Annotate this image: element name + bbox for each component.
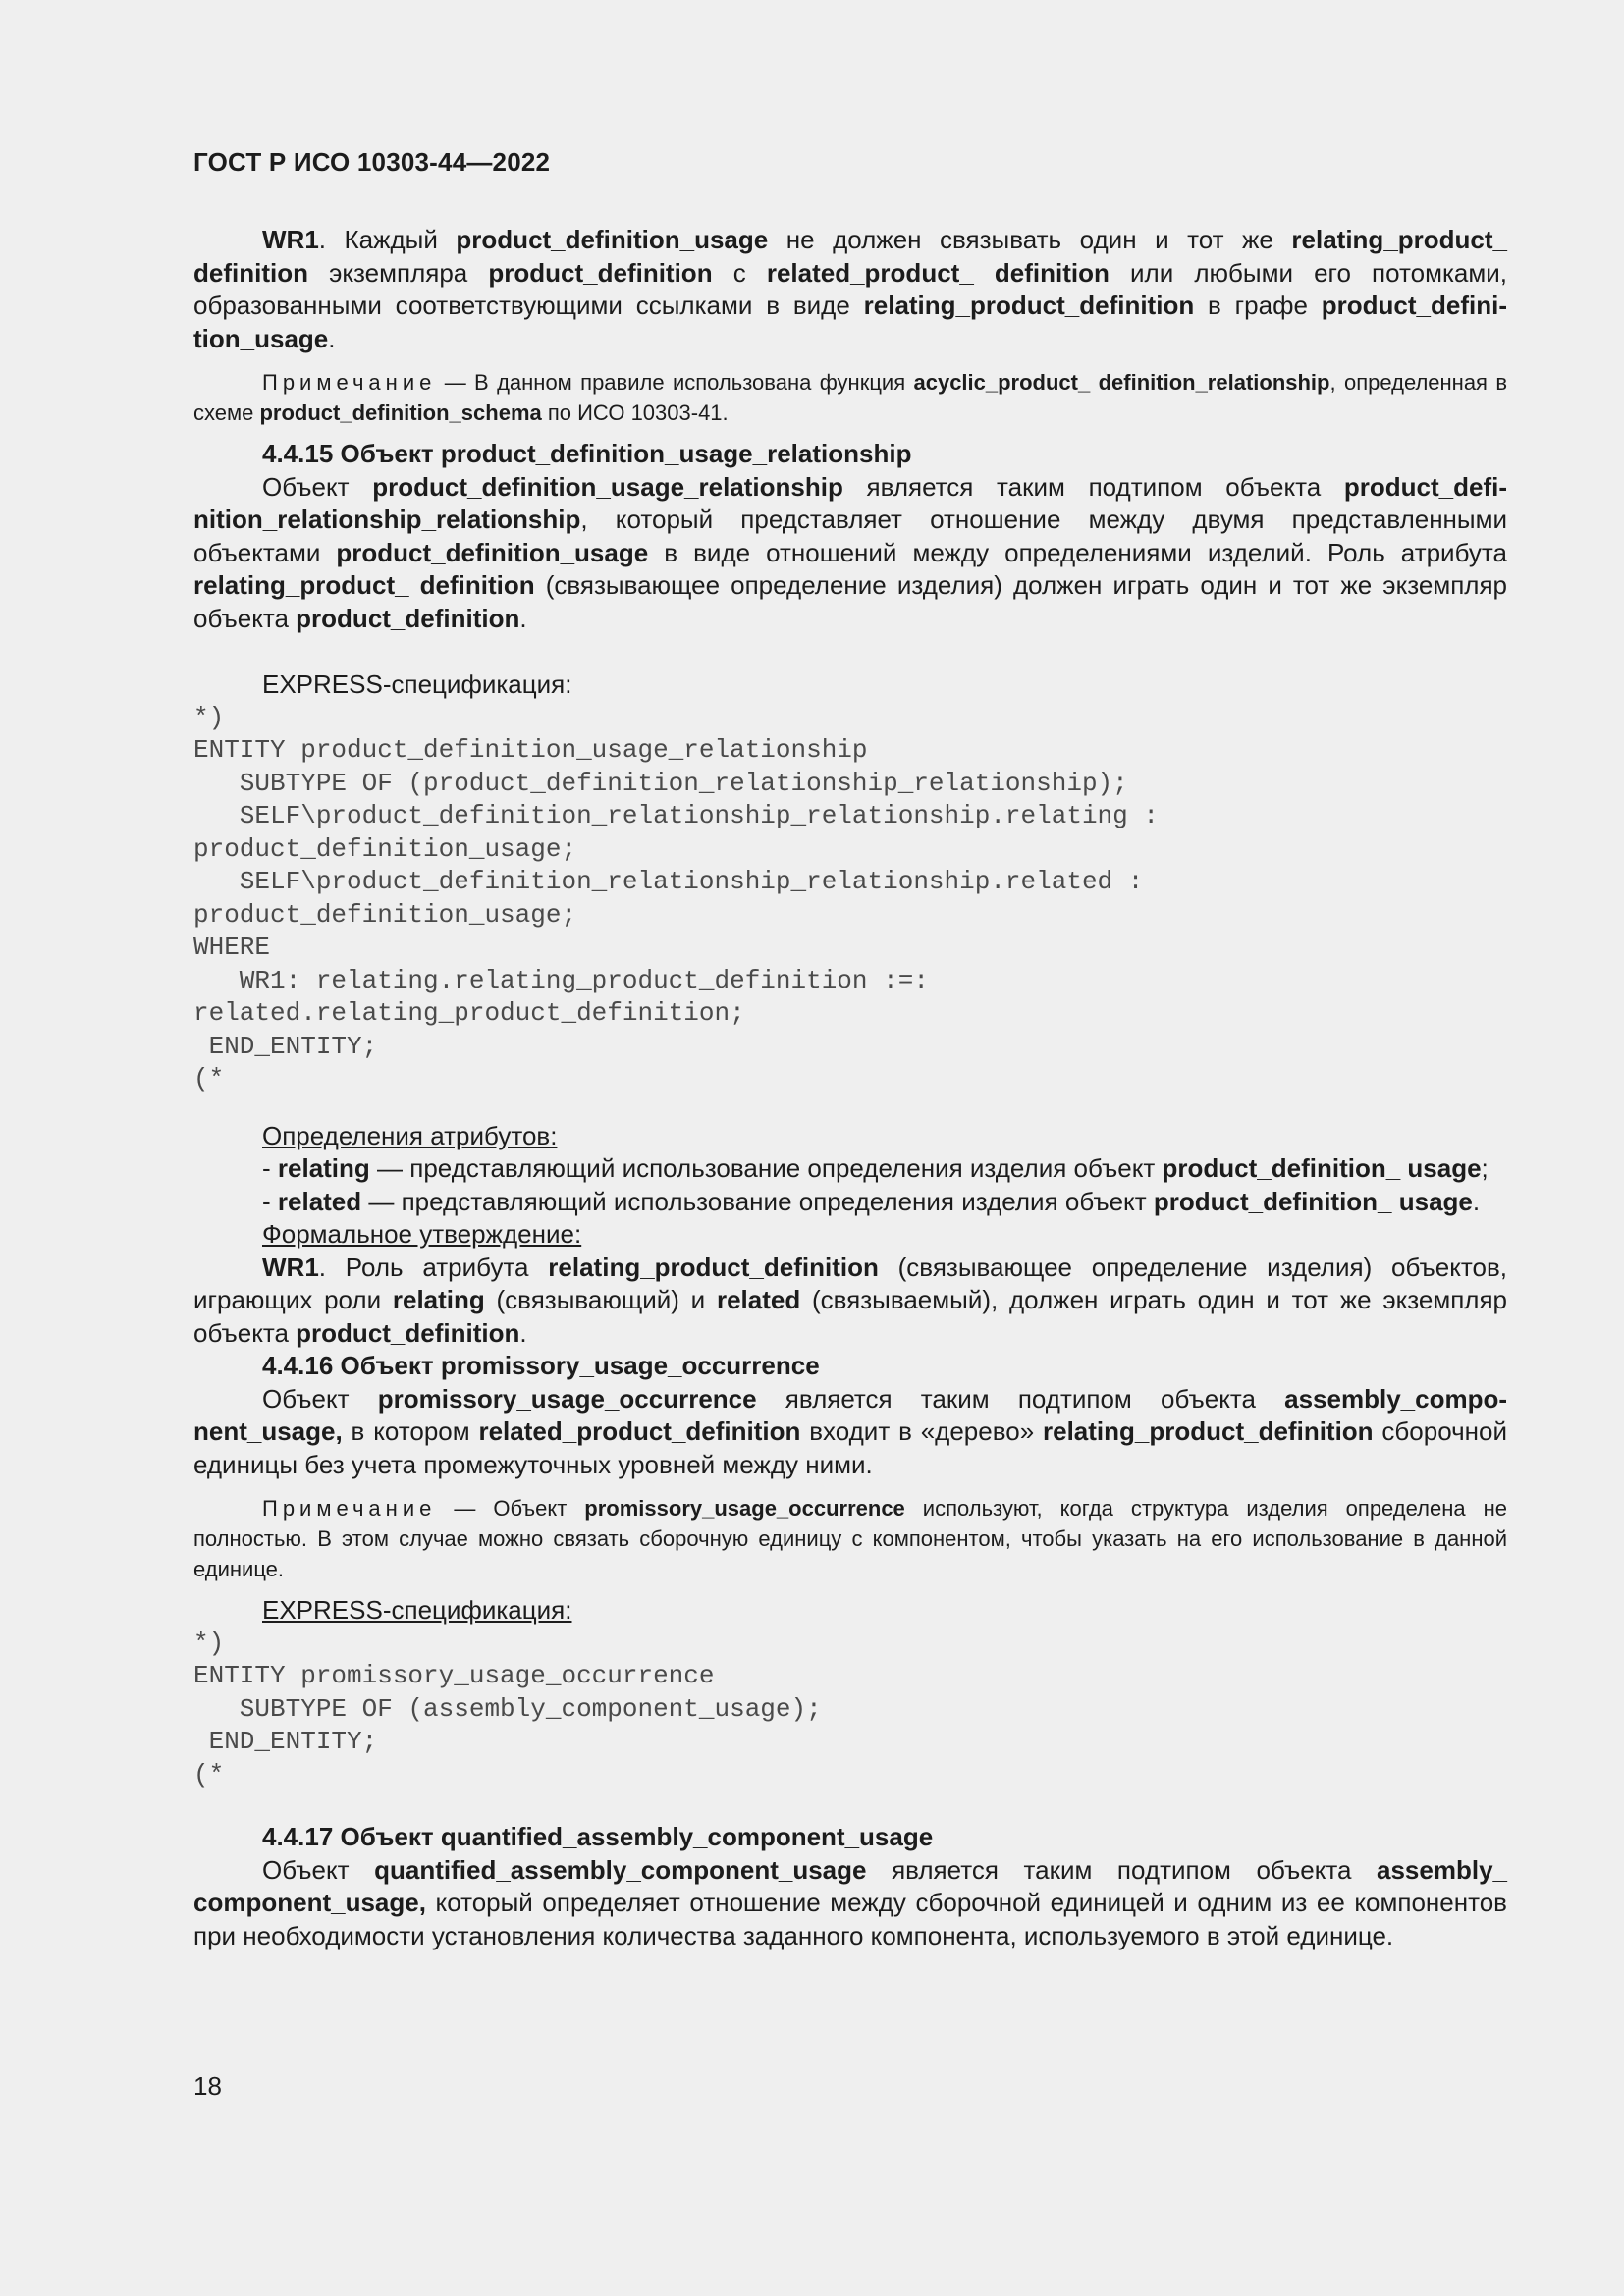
text: ; bbox=[1481, 1153, 1489, 1183]
text: который определяет отношение между сборочной единицей и одним из ее компонентов при необходимости установления количества заданного компонента, используемого в этой единице. bbox=[193, 1888, 1507, 1950]
entity-ref: assembly_ component_usage, bbox=[193, 1854, 1507, 1917]
attribute-ref: relating bbox=[392, 1285, 485, 1314]
express-code-block: *) ENTITY promissory_usage_occurrence SUBTYPE OF (assembly_component_usage); END_ENTITY; (* bbox=[193, 1628, 822, 1789]
note-label: Примечание bbox=[262, 1496, 437, 1521]
entity-ref: promissory_usage_occurrence bbox=[377, 1383, 757, 1414]
attribute-ref: related bbox=[716, 1285, 801, 1314]
text: или любыми его потомками, образованными соответствующими ссылками в виде bbox=[193, 257, 1507, 320]
entity-ref: product_definition_usage bbox=[456, 225, 769, 254]
note-paragraph bbox=[193, 367, 1507, 428]
text: — представляющий использование определения изделия объект bbox=[369, 1153, 1163, 1183]
dash: - bbox=[262, 1153, 278, 1183]
text: . Каждый bbox=[318, 225, 457, 254]
document-header: ГОСТ Р ИСО 10303-44—2022 bbox=[193, 147, 551, 177]
attribute-ref: relating_product_definition bbox=[548, 1252, 879, 1282]
text: . bbox=[519, 603, 527, 633]
text: Объект bbox=[262, 471, 373, 502]
text: Объект bbox=[262, 1854, 375, 1885]
text: . bbox=[328, 323, 336, 353]
dash: - bbox=[262, 1186, 278, 1216]
entity-ref: product_definition_usage bbox=[336, 537, 649, 567]
text: (связывающее определение изделия) должен играть один и тот же экземпляр объекта bbox=[193, 570, 1507, 633]
text: в виде отношений между определениями изделий. Роль атрибута bbox=[648, 537, 1507, 567]
wr1-rule-paragraph bbox=[193, 224, 1507, 355]
function-ref: acyclic_product_ definition_relationship bbox=[913, 370, 1330, 395]
text: входит в «дерево» bbox=[800, 1416, 1043, 1446]
section-heading-4-4-17: 4.4.17 Объект quantified_assembly_component_usage bbox=[262, 1822, 934, 1851]
entity-ref: product_definition_ usage bbox=[1153, 1186, 1473, 1216]
page-number: 18 bbox=[193, 2071, 222, 2101]
text: . bbox=[519, 1317, 527, 1348]
text: в котором bbox=[342, 1416, 479, 1446]
text: . bbox=[1472, 1186, 1481, 1216]
express-spec-label bbox=[193, 1594, 1507, 1628]
attribute-ref: relating_product_ definition bbox=[193, 570, 535, 600]
note-paragraph bbox=[193, 1493, 1507, 1584]
text: , который представляет отношение между двумя представленными объектами bbox=[193, 505, 1507, 567]
entity-ref: product_definition bbox=[296, 1317, 520, 1348]
text: (связывающий) и bbox=[484, 1285, 717, 1314]
entity-ref: promissory_usage_occurrence bbox=[584, 1496, 905, 1521]
entity-ref: product_definition_ usage bbox=[1162, 1153, 1482, 1183]
wr1-label: WR1 bbox=[262, 225, 319, 254]
express-spec-label: EXPRESS-спецификация: bbox=[262, 669, 572, 699]
schema-ref: product_definition_schema bbox=[259, 400, 542, 425]
text: в графе bbox=[1194, 291, 1322, 320]
attribute-definition-item bbox=[193, 1186, 1507, 1219]
text: — Объект bbox=[436, 1496, 585, 1521]
text: . Роль атрибута bbox=[318, 1252, 549, 1282]
entity-ref: quantified_assembly_component_usage bbox=[374, 1854, 867, 1885]
section-body-4-4-17 bbox=[193, 1854, 1507, 1953]
attribute-ref: relating_product_definition bbox=[1043, 1416, 1374, 1446]
text: — представляющий использование определения изделия объект bbox=[361, 1186, 1154, 1216]
text: (связывающее определение изделия) объектов, играющих роли bbox=[193, 1252, 1507, 1314]
note-label: Примечание bbox=[262, 370, 437, 395]
text: , определенная в схеме bbox=[193, 370, 1508, 425]
attribute-name: relating bbox=[277, 1153, 370, 1183]
wr1-label: WR1 bbox=[262, 1252, 319, 1282]
page-content bbox=[193, 224, 1507, 1952]
text: (связываемый), должен играть один и тот же экземпляр объекта bbox=[193, 1285, 1508, 1348]
attribute-definition-item bbox=[193, 1152, 1507, 1186]
text: Объект bbox=[262, 1383, 378, 1414]
entity-ref: product_definition bbox=[296, 603, 520, 633]
underlined-heading: Определения атрибутов: bbox=[262, 1120, 558, 1150]
attribute-definitions-heading bbox=[193, 1120, 1507, 1153]
attribute-ref: relating_product_ definition bbox=[193, 225, 1507, 288]
entity-ref: product_definition_usage_relationship bbox=[372, 471, 843, 502]
text: экземпляра bbox=[307, 257, 489, 288]
section-body-4-4-15 bbox=[193, 471, 1507, 636]
formal-statement-heading bbox=[193, 1218, 1507, 1252]
text: с bbox=[712, 257, 767, 288]
attribute-ref: relating_product_definition bbox=[863, 291, 1195, 320]
entity-ref: product_definition_relationship_relationship bbox=[193, 471, 1508, 534]
attribute-ref: related_product_definition bbox=[478, 1416, 801, 1446]
section-body-4-4-16 bbox=[193, 1383, 1507, 1482]
text: не должен связывать один и тот же bbox=[768, 225, 1292, 254]
section-heading-4-4-16: 4.4.16 Объект promissory_usage_occurrence bbox=[262, 1351, 820, 1380]
express-code-block: *) ENTITY product_definition_usage_relationship SUBTYPE OF (product_definition_relationship_relationship); SELF\product_definition_relationship_relationship.relating : product_definition_usage; SELF\product_definition_relationship_relationship.related : product_definition_usage; WHERE WR1: relating.relating_product_definition :=: related.relating_product_definition; END_ENTITY; (* bbox=[193, 702, 1159, 1094]
attribute-ref: related_product_ definition bbox=[766, 257, 1110, 288]
entity-ref: assembly_component_usage, bbox=[193, 1383, 1508, 1446]
text: является таким подтипом объекта bbox=[866, 1854, 1378, 1885]
attribute-name: related bbox=[277, 1186, 362, 1216]
text: по ИСО 10303-41. bbox=[541, 400, 729, 425]
text: используют, когда структура изделия определена не полностью. В этом случае можно связать сборочную единицу с компонентом, чтобы указать на его использование в данной единице. bbox=[193, 1496, 1507, 1581]
entity-ref: product_definition bbox=[488, 257, 713, 288]
text: является таким подтипом объекта bbox=[842, 471, 1344, 502]
entity-ref: product_definition_usage bbox=[193, 291, 1507, 353]
text: является таким подтипом объекта bbox=[756, 1383, 1285, 1414]
formal-statement-paragraph bbox=[193, 1252, 1507, 1351]
underlined-heading: EXPRESS-спецификация: bbox=[262, 1595, 572, 1625]
text: сборочной единицы без учета промежуточных уровней между ними. bbox=[193, 1416, 1507, 1479]
text: — В данном правиле использована функция bbox=[436, 370, 914, 395]
underlined-heading: Формальное утверждение: bbox=[262, 1219, 582, 1249]
section-heading-4-4-15: 4.4.15 Объект product_definition_usage_relationship bbox=[262, 439, 912, 468]
